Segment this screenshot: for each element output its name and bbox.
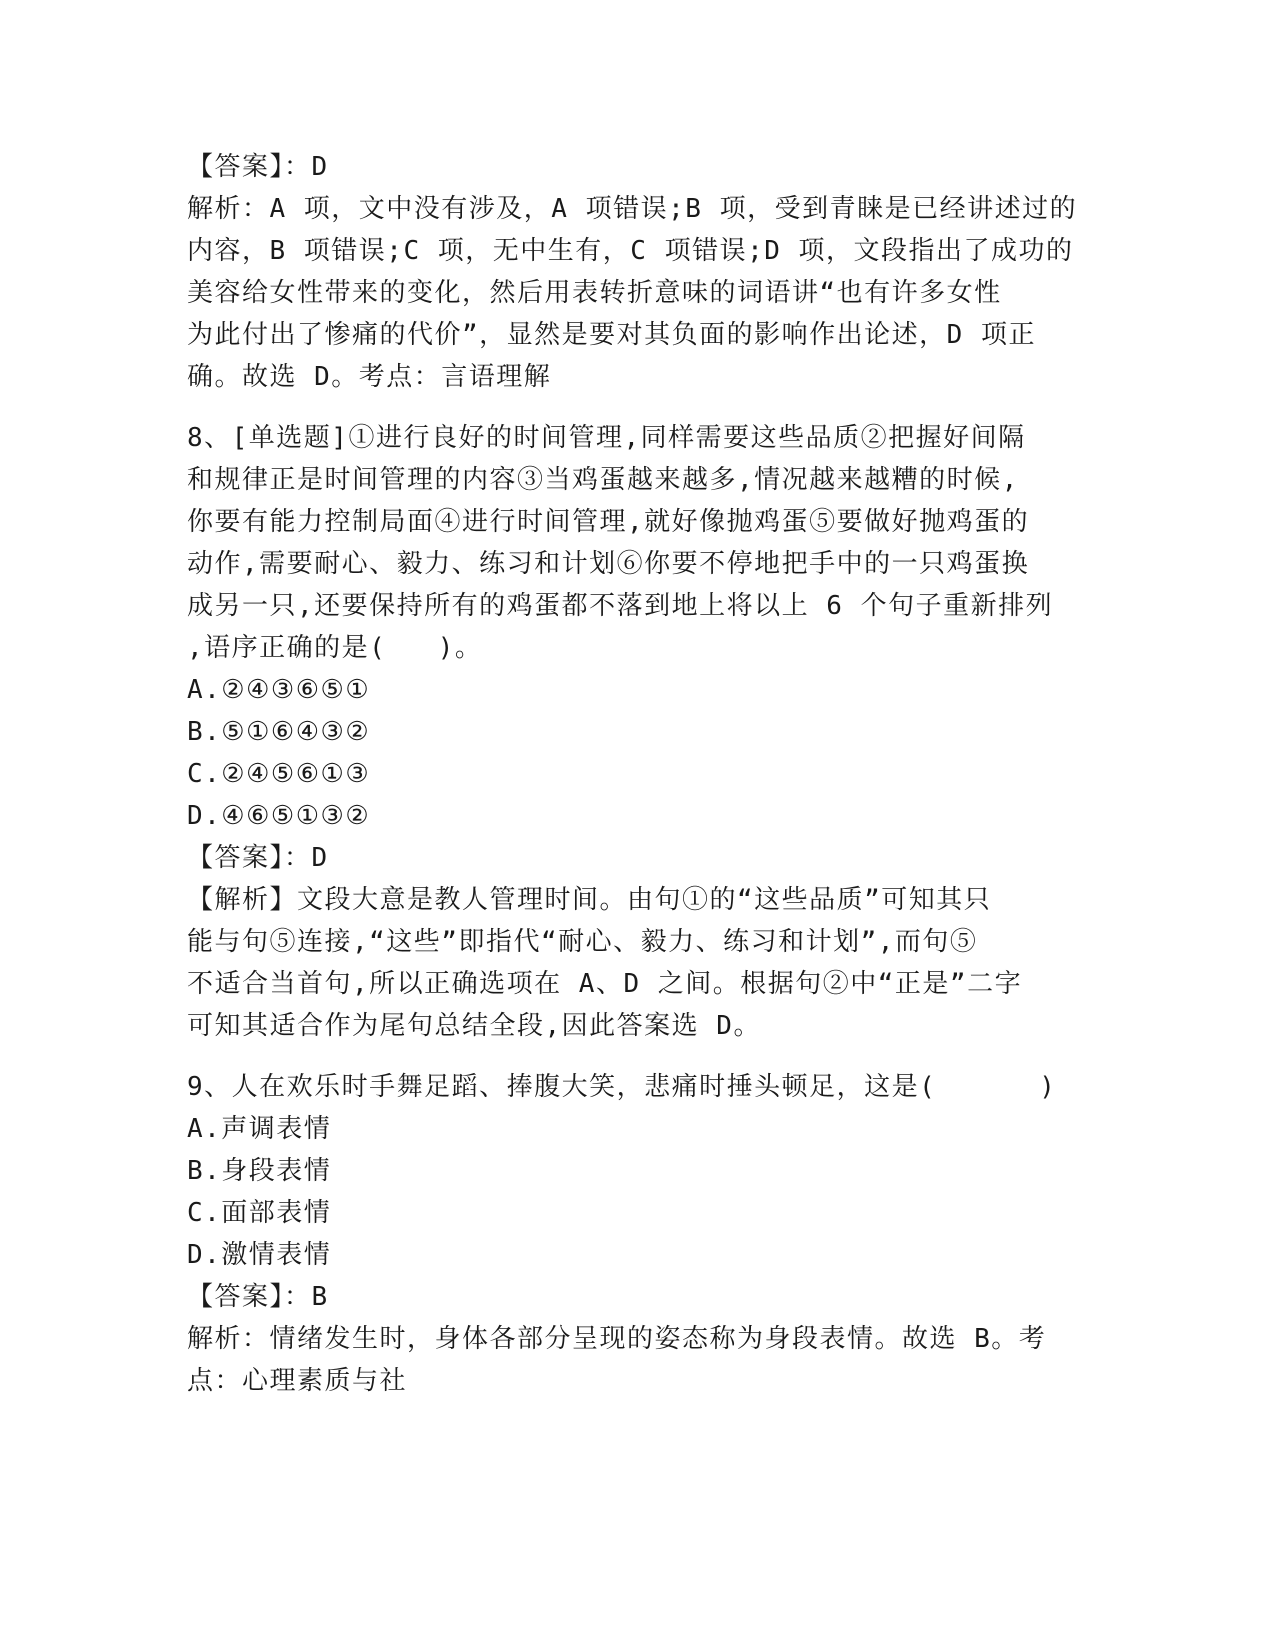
question-stem-line: 动作,需要耐心、毅力、练习和计划⑥你要不停地把手中的一只鸡蛋换	[187, 549, 1030, 579]
question-stem-line: 你要有能力控制局面④进行时间管理,就好像抛鸡蛋⑤要做好抛鸡蛋的	[187, 507, 1030, 537]
question-stem-line: ,语序正确的是( )。	[187, 633, 483, 663]
answer-label: 【答案】：B	[187, 1282, 329, 1312]
option-c: C.面部表情	[187, 1198, 332, 1228]
answer-label: 【答案】：D	[187, 152, 329, 182]
analysis-line: 不适合当首句,所以正确选项在 A、D 之间。根据句②中“正是”二字	[187, 969, 1023, 999]
analysis-line: 点：心理素质与社	[187, 1366, 408, 1396]
option-b: B.⑤①⑥④③②	[187, 717, 371, 747]
section-gap	[187, 398, 1087, 417]
option-c: C.②④⑤⑥①③	[187, 759, 371, 789]
analysis-line: 可知其适合作为尾句总结全段,因此答案选 D。	[187, 1011, 761, 1041]
document-page	[187, 146, 1087, 1402]
question-stem-line: 和规律正是时间管理的内容③当鸡蛋越来越多,情况越来越糟的时候,	[187, 465, 1019, 495]
analysis-line: 【解析】文段大意是教人管理时间。由句①的“这些品质”可知其只	[187, 885, 992, 915]
question-stem-line: 成另一只,还要保持所有的鸡蛋都不落到地上将以上 6 个句子重新排列	[187, 591, 1054, 621]
question-stem-line: 8、[单选题]①进行良好的时间管理,同样需要这些品质②把握好间隔	[187, 423, 1026, 453]
question-8	[187, 417, 1087, 1047]
analysis-line: 美容给女性带来的变化，然后用表转折意味的词语讲“也有许多女性	[187, 278, 1002, 308]
option-b: B.身段表情	[187, 1156, 332, 1186]
option-a: A.②④③⑥⑤①	[187, 675, 371, 705]
analysis-line: 内容，B 项错误;C 项，无中生有，C 项错误;D 项，文段指出了成功的	[187, 236, 1074, 266]
option-d: D.④⑥⑤①③②	[187, 801, 371, 831]
question-stem-line: 9、人在欢乐时手舞足蹈、捧腹大笑，悲痛时捶头顿足，这是( )	[187, 1072, 1057, 1102]
analysis-line: 能与句⑤连接,“这些”即指代“耐心、毅力、练习和计划”,而句⑤	[187, 927, 978, 957]
option-a: A.声调表情	[187, 1114, 332, 1144]
analysis-line: 解析：A 项，文中没有涉及，A 项错误;B 项，受到青睐是已经讲述过的	[187, 194, 1078, 224]
section-gap	[187, 1047, 1087, 1066]
answer-label: 【答案】：D	[187, 843, 329, 873]
question-9	[187, 1066, 1087, 1402]
analysis-line: 为此付出了惨痛的代价”，显然是要对其负面的影响作出论述，D 项正	[187, 320, 1036, 350]
analysis-line: 确。故选 D。考点：言语理解	[187, 362, 552, 392]
option-d: D.激情表情	[187, 1240, 332, 1270]
question-7-tail	[187, 146, 1087, 398]
analysis-line: 解析：情绪发生时，身体各部分呈现的姿态称为身段表情。故选 B。考	[187, 1324, 1047, 1354]
